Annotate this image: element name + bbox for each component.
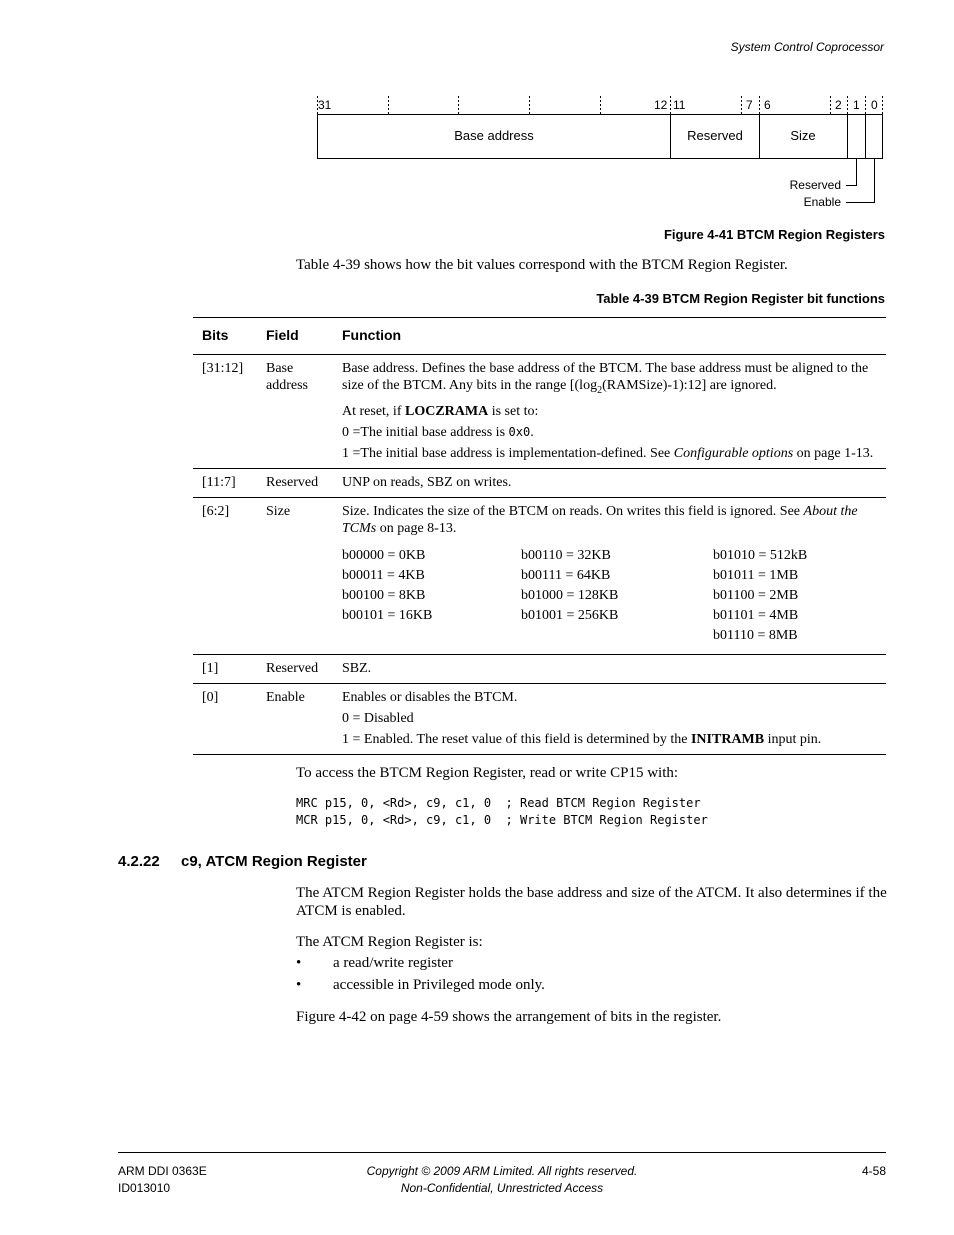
desc-text: At reset, if <box>342 403 405 419</box>
bit-label-1: 1 <box>853 98 860 112</box>
code-line: MCR p15, 0, <Rd>, c9, c1, 0 ; Write BTCM Region Register <box>296 813 708 827</box>
field-size: Size <box>790 128 816 143</box>
size-encoding: b00100 = 8KB <box>342 587 426 603</box>
bit-label-7: 7 <box>746 98 753 112</box>
cell-bits: [31:12] <box>193 355 257 469</box>
cell-function: UNP on reads, SBZ on writes. <box>333 468 886 497</box>
bullet-item <box>296 977 545 994</box>
callout-reserved: Reserved <box>789 178 841 192</box>
desc-text: is set to: <box>488 403 539 419</box>
function-desc <box>342 503 886 537</box>
table-row <box>193 355 886 469</box>
header-function: Function <box>333 318 886 355</box>
log-subscript: 2 <box>597 384 603 396</box>
cell-bits: [6:2] <box>193 497 257 654</box>
size-encoding <box>342 627 521 644</box>
access-text: To access the BTCM Region Register, read or write CP15 with: <box>296 765 679 781</box>
cell-field: Size <box>257 497 333 654</box>
field-line: address <box>266 378 308 393</box>
cell-bits: [0] <box>193 683 257 754</box>
section-title: c9, ATCM Region Register <box>181 853 367 870</box>
bullet-text: a read/write register <box>333 955 453 971</box>
footer-divider <box>118 1152 886 1153</box>
figure-caption: Figure 4-41 BTCM Region Registers <box>663 227 885 242</box>
reset-note <box>342 403 886 420</box>
callout-line-reserved <box>846 159 857 186</box>
section-paragraph-1: The ATCM Region Register holds the base address and size of the ATCM. It also determines if the ATCM is enabled. <box>296 885 887 919</box>
header-bits: Bits <box>193 318 257 355</box>
code-line: MRC p15, 0, <Rd>, c9, c1, 0 ; Read BTCM Region Register <box>296 796 701 810</box>
reset-option-0 <box>342 424 886 441</box>
cross-reference-link[interactable]: About the TCMs <box>342 503 858 536</box>
table-row <box>193 654 886 683</box>
footer-center <box>300 1163 704 1197</box>
section-number: 4.2.22 <box>118 853 160 870</box>
access-level: Non-Confidential, Unrestricted Access <box>400 1181 604 1195</box>
table-caption: Table 4-39 BTCM Region Register bit functions <box>596 291 885 306</box>
enable-option-1 <box>342 731 886 748</box>
section-heading <box>118 853 367 870</box>
reset-option-1 <box>342 445 886 462</box>
header-field: Field <box>257 318 333 355</box>
intro-text: Table 4-39 shows how the bit values correspond with the BTCM Region Register. <box>296 257 788 273</box>
size-encoding: b01011 = 1MB <box>713 567 799 583</box>
size-encoding: b00011 = 4KB <box>342 567 425 583</box>
table-row <box>193 497 886 654</box>
cell-function: SBZ. <box>333 654 886 683</box>
cross-reference-link[interactable]: Configurable options <box>673 445 794 461</box>
bullet-text: accessible in Privileged mode only. <box>333 977 545 993</box>
bullet-icon: • <box>296 977 302 993</box>
footer-left <box>118 1163 207 1197</box>
code-value: 0x0 <box>508 424 531 439</box>
table-header-row <box>193 318 886 355</box>
bullet-icon: • <box>296 955 302 971</box>
section-paragraph-2: The ATCM Region Register is: <box>296 934 483 950</box>
desc-text: . <box>530 424 534 440</box>
cell-field: Reserved <box>257 468 333 497</box>
code-block <box>296 795 708 829</box>
cell-bits: [1] <box>193 654 257 683</box>
callout-line-enable <box>846 159 875 203</box>
size-encoding: b00110 = 32KB <box>521 547 611 563</box>
desc-text: 0 =The initial base address is <box>342 424 509 440</box>
copyright: Copyright © 2009 ARM Limited. All rights reserved. <box>366 1164 638 1178</box>
bit-label-2: 2 <box>835 98 842 112</box>
bit-label-6: 6 <box>764 98 771 112</box>
doc-id: ID013010 <box>118 1181 171 1195</box>
bullet-item <box>296 955 453 972</box>
size-encoding <box>521 627 713 644</box>
field-reserved: Reserved <box>687 128 743 143</box>
page-number: 4-58 <box>861 1164 886 1178</box>
footer-right <box>862 1163 886 1180</box>
size-encoding: b01101 = 4MB <box>713 607 799 623</box>
size-encoding: b00000 = 0KB <box>342 547 426 563</box>
function-desc <box>342 360 886 399</box>
size-encoding: b01010 = 512kB <box>713 547 808 563</box>
cell-field: Enable <box>257 683 333 754</box>
desc-text: Base address. Defines the base address of the BTCM. The base address must be aligned to the size of the BTCM. Any bits in the range [(log <box>342 361 869 393</box>
size-encoding-grid <box>342 547 886 644</box>
bit-label-0: 0 <box>871 98 878 112</box>
doc-number: ARM DDI 0363E <box>118 1164 207 1178</box>
bit-label-12: 12 <box>654 98 668 112</box>
cell-field <box>257 355 333 469</box>
field-line: Base <box>266 361 294 376</box>
cell-bits: [11:7] <box>193 468 257 497</box>
cell-field: Reserved <box>257 654 333 683</box>
desc-text: (RAMSize)-1):12] are ignored. <box>602 378 777 393</box>
desc-text: on page 8-13. <box>376 520 457 536</box>
desc-text: 1 = Enabled. The reset value of this field is determined by the <box>342 731 691 747</box>
cell-function <box>333 683 886 754</box>
function-desc: Enables or disables the BTCM. <box>342 689 518 705</box>
section-paragraph-3: Figure 4-42 on page 4-59 shows the arrangement of bits in the register. <box>296 1009 722 1025</box>
desc-text: on page 1-13. <box>793 445 874 461</box>
desc-text: input pin. <box>764 731 822 747</box>
bit-function-table <box>193 317 886 755</box>
bit-ticks <box>318 96 883 114</box>
enable-option-0: 0 = Disabled <box>342 710 414 726</box>
desc-text: 1 =The initial base address is implementation-defined. See <box>342 445 674 461</box>
size-encoding: b01001 = 256KB <box>521 607 619 623</box>
table-row <box>193 683 886 754</box>
size-encoding: b00101 = 16KB <box>342 607 433 623</box>
size-encoding: b01110 = 8MB <box>713 627 798 643</box>
register-diagram <box>300 90 900 220</box>
bit-label-31: 31 <box>318 98 332 112</box>
size-encoding: b00111 = 64KB <box>521 567 611 583</box>
cell-function <box>333 497 886 654</box>
size-encoding: b01100 = 2MB <box>713 587 799 603</box>
table-row <box>193 468 886 497</box>
size-encoding: b01000 = 128KB <box>521 587 619 603</box>
callout-enable: Enable <box>803 195 841 209</box>
callout-lines <box>846 159 875 203</box>
field-base-address: Base address <box>454 128 534 143</box>
bit-label-11: 11 <box>673 98 686 112</box>
desc-text: Size. Indicates the size of the BTCM on reads. On writes this field is ignored. See <box>342 503 804 519</box>
cell-function <box>333 355 886 469</box>
signal-name: INITRAMB <box>690 731 765 747</box>
running-header: System Control Coprocessor <box>730 40 884 54</box>
signal-name: LOCZRAMA <box>404 403 489 419</box>
